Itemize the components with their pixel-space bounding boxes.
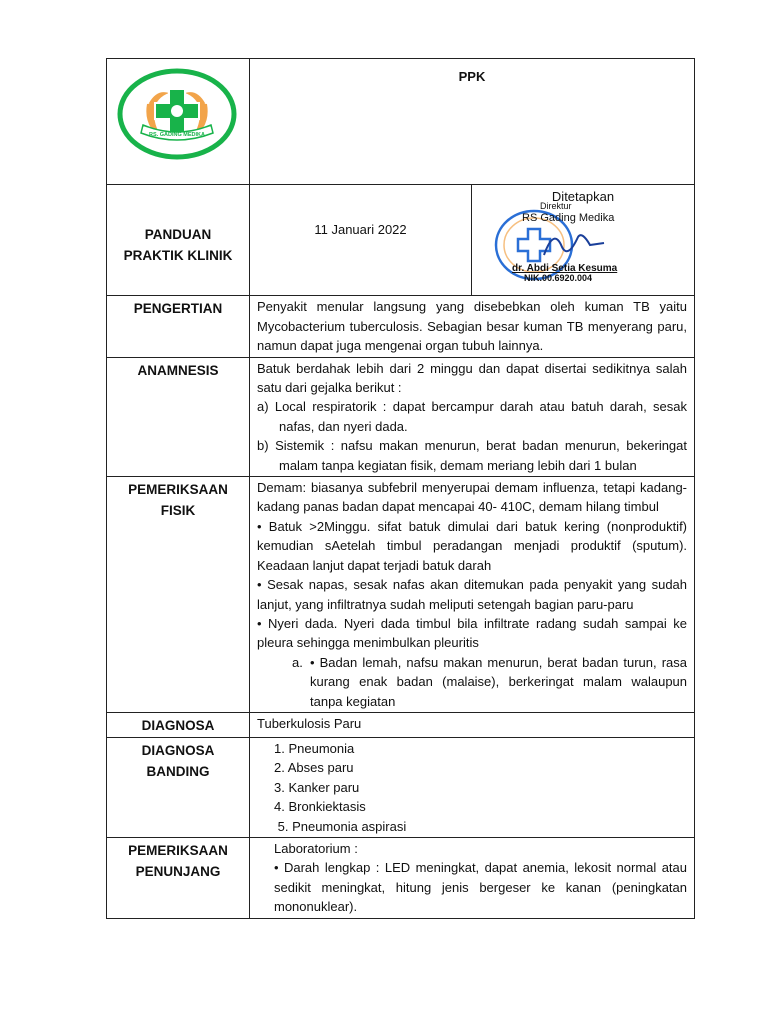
- director-nik: NIK.00.6920.004: [524, 273, 593, 284]
- diagnosa-banding-list: [250, 737, 695, 837]
- anamnesis-content: [250, 357, 695, 476]
- anamnesis-item: a) Local respiratorik : dapat bercampur darah atau batuh darah, sesak nafas, dan nyeri dada.: [257, 399, 688, 434]
- label-diagnosa-banding: [107, 737, 250, 837]
- label-pemeriksaan-penunjang-line2: PENUNJANG: [135, 863, 221, 879]
- document-name-line1: PANDUAN: [144, 226, 212, 242]
- logo-cell: [107, 59, 250, 185]
- document-name-line2: PRAKTIK KLINIK: [123, 247, 233, 263]
- approval-hospital: RS Gading Medika: [522, 212, 615, 225]
- pengertian-text: Penyakit menular langsung yang disebebkan oleh kuman TB yaitu Mycobacterium tuberculosis. Sebagian besar kuman TB menyerang paru, namun dapat juga mengenai organ tubuh lainnya.: [250, 296, 695, 357]
- label-pemeriksaan-fisik: [107, 477, 250, 713]
- label-anamnesis: ANAMNESIS: [107, 357, 250, 476]
- pemeriksaan-fisik-bullet: • Batuk >2Minggu. sifat batuk dimulai dari batuk kering (nonproduktif) kemudian sAetelah timbul peradangan menjadi produktif (sputum). Keadaan lanjut dapat terjadi batuk darah: [257, 518, 688, 573]
- pemeriksaan-fisik-bullet: • Sesak napas, sesak nafas akan ditemukan pada penyakit yang sudah lanjut, yang infiltratnya sudah meliputi setengah bagian paru-paru: [257, 577, 688, 612]
- anamnesis-intro: Batuk berdahak lebih dari 2 minggu dan dapat disertai sedikitnya salah satu dari gejalka berikut :: [257, 360, 688, 396]
- label-pemeriksaan-penunjang-line1: PEMERIKSAAN: [128, 842, 228, 858]
- list-item: 4. Bronkiektasis: [274, 799, 366, 815]
- label-diagnosa-banding-line2: BANDING: [146, 763, 210, 779]
- list-item: 3. Kanker paru: [274, 779, 360, 795]
- lab-text: • Darah lengkap : LED meningkat, dapat anemia, lekosit normal atau sedikit meningkat, hitung jenis bergeser ke kanan (peningkatan mononuklear).: [274, 860, 688, 915]
- pemeriksaan-fisik-content: [250, 477, 695, 713]
- list-item: 5. Pneumonia aspirasi: [274, 818, 407, 834]
- approval-cell: [472, 185, 695, 296]
- label-pemeriksaan-penunjang: [107, 837, 250, 918]
- ppk-table: [106, 58, 695, 919]
- subitem-marker: a.: [292, 654, 303, 670]
- signature-scribble: [544, 236, 604, 256]
- label-diagnosa: DIAGNOSA: [107, 712, 250, 737]
- ppk-title: PPK: [250, 59, 695, 185]
- subitem-text: • Badan lemah, nafsu makan menurun, berat badan turun, rasa kurang enak badan (malaise), berkeringat malam walaupun tanpa kegiatan: [310, 654, 688, 709]
- diagnosa-text: Tuberkulosis Paru: [250, 712, 695, 737]
- hospital-logo: [107, 59, 248, 179]
- approval-role: Direktur: [540, 201, 572, 212]
- approval-label: Ditetapkan: [551, 189, 615, 205]
- pemeriksaan-penunjang-content: [250, 837, 695, 918]
- anamnesis-item: b) Sistemik : nafsu makan menurun, berat badan menurun, bekeringat malam tanpa kegiatan fisik, demam meriang lebih dari 1 bulan: [257, 438, 688, 473]
- director-name: dr. Abdi Setia Kesuma: [512, 263, 618, 275]
- label-pemeriksaan-fisik-line2: FISIK: [160, 503, 196, 519]
- lab-heading: Laboratorium :: [274, 840, 358, 856]
- pemeriksaan-fisik-subitem: [257, 653, 687, 711]
- logo-text: RS. GADING MEDIKA: [149, 132, 205, 138]
- list-item: 1. Pneumonia: [274, 740, 355, 756]
- pemeriksaan-fisik-bullet: • Nyeri dada. Nyeri dada timbul bila infiltrate radang sudah sampai ke pleura sehingga menimbulkan pleuritis: [257, 615, 688, 651]
- pemeriksaan-fisik-intro: Demam: biasanya subfebril menyerupai demam influenza, tetapi kadang-kadang panas badan dapat mencapai 40- 410C, demam hilang timbul: [257, 480, 688, 515]
- label-pemeriksaan-fisik-line1: PEMERIKSAAN: [128, 482, 228, 498]
- issue-date: 11 Januari 2022: [250, 185, 472, 296]
- document-name: [107, 185, 250, 296]
- label-pengertian: PENGERTIAN: [107, 296, 250, 357]
- list-item: 2. Abses paru: [274, 760, 354, 776]
- ppk-document: [106, 58, 694, 919]
- label-diagnosa-banding-line1: DIAGNOSA: [141, 742, 215, 758]
